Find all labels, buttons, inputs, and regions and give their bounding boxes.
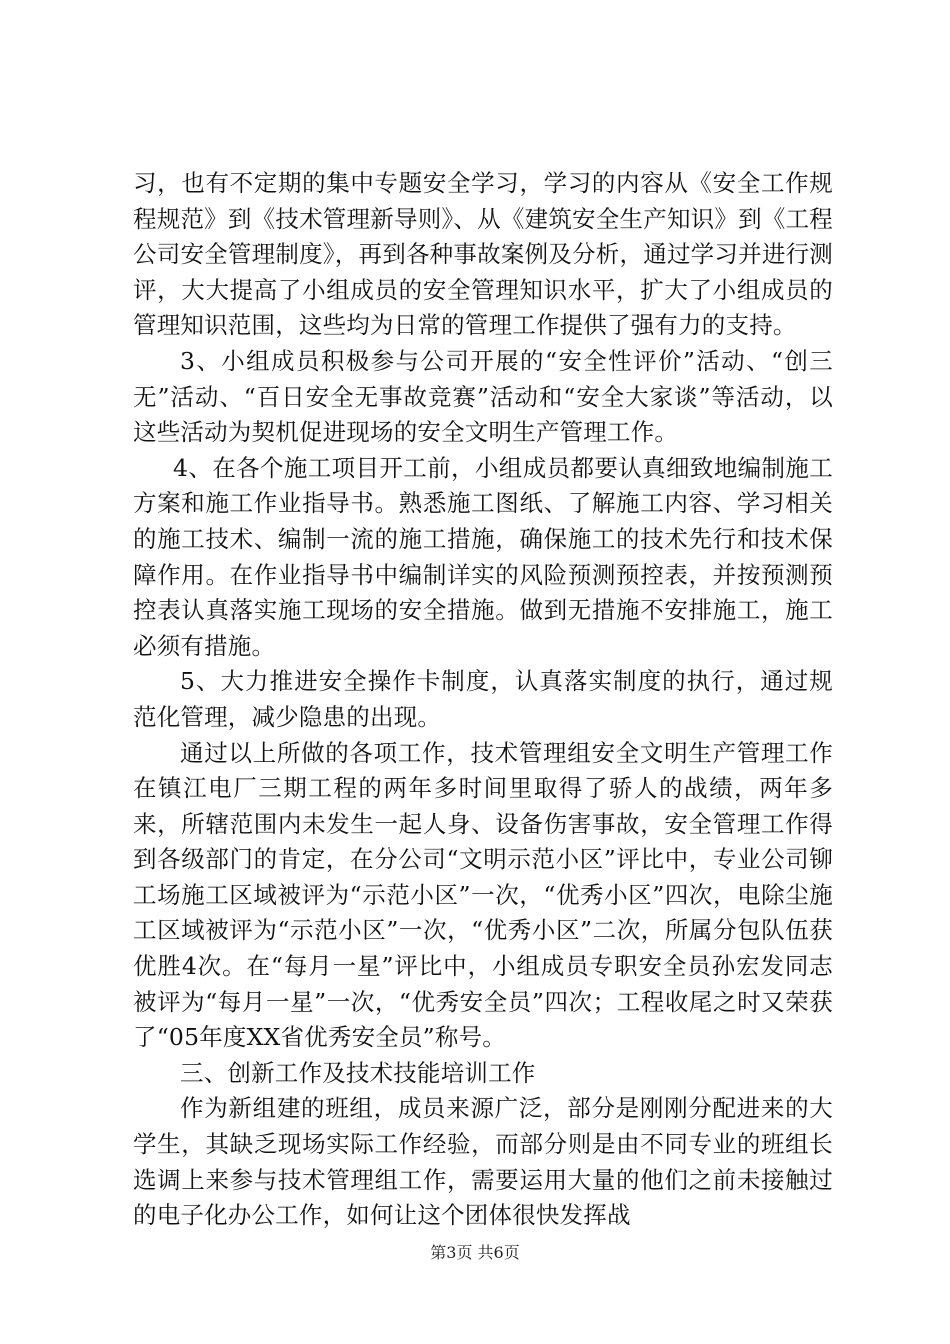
page-number: 第3页 共6页: [430, 1243, 520, 1262]
paragraph-item-4: 4、在各个施工项目开工前，小组成员都要认真细致地编制施工方案和施工作业指导书。熟悉施工图纸、了解施工内容、学习相关的施工技术、编制一流的施工措施，确保施工的技术先行和技术保障作用。在作业指导书中编制详实的风险预测预控表，并按预测预控表认真落实施工现场的安全措施。做到无措施不安排施工，施工必须有措施。: [133, 453, 833, 660]
paragraph-summary: 通过以上所做的各项工作，技术管理组安全文明生产管理工作在镇江电厂三期工程的两年多时间里取得了骄人的战绩，两年多来，所辖范围内未发生一起人身、设备伤害事故，安全管理工作得到各级部门的肯定，在分公司“文明示范小区”评比中，专业公司铆工场施工区域被评为“示范小区”一次，“优秀小区”四次，电除尘施工区域被评为“示范小区”一次，“优秀小区”二次，所属分包队伍获优胜4次。在“每月一星”评比中，小组成员专职安全员孙宏发同志被评为“每月一星”一次，“优秀安全员”四次；工程收尾之时又荣获了“05年度XX省优秀安全员”称号。: [133, 738, 833, 1052]
document-body: [133, 166, 833, 1234]
paragraph-item-5: 5、大力推进安全操作卡制度，认真落实制度的执行，通过规范化管理，减少隐患的出现。: [133, 667, 833, 731]
section-heading: 三、创新工作及技术技能培训工作: [180, 1058, 536, 1087]
paragraph-innovation: 作为新组建的班组，成员来源广泛，部分是刚刚分配进来的大学生，其缺乏现场实际工作经验，而部分则是由不同专业的班组长选调上来参与技术管理组工作，需要运用大量的他们之前未接触过的电子化办公工作，如何让这个团体很快发挥战: [133, 1094, 833, 1230]
paragraph-item-3: 3、小组成员积极参与公司开展的“安全性评价”活动、“创三无”活动、“百日安全无事故竞赛”活动和“安全大家谈”等活动，以这些活动为契机促进现场的安全文明生产管理工作。: [133, 346, 833, 447]
paragraph-continuation: 习，也有不定期的集中专题安全学习，学习的内容从《安全工作规程规范》到《技术管理新导则》、从《建筑安全生产知识》到《工程公司安全管理制度》，再到各种事故案例及分析，通过学习并进行测评，大大提高了小组成员的安全管理知识水平，扩大了小组成员的管理知识范围，这些均为日常的管理工作提供了强有力的支持。: [133, 169, 833, 340]
